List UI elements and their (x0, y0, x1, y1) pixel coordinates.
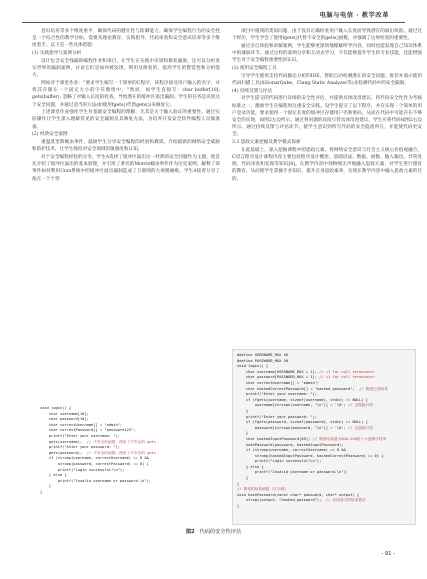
code-line: if (fgets(password, sizeof(password), stdin) != NULL) { (237, 420, 368, 425)
code-line: strcmp(hashedInputPassword, hashedCorrectPassword) == 0) { (237, 453, 384, 458)
code-line: } else { (40, 473, 67, 478)
code-line: void login() { (40, 406, 72, 410)
page-header (0, 0, 427, 30)
code-line: strcmp(password, correctPassword) == 0) { (40, 461, 149, 466)
code-line: char username[USERNAME_MAX + 1]; // +1 for null terminator (237, 369, 375, 374)
code-line: } (237, 431, 249, 436)
code-line: printf("Enter your username: "); (40, 433, 120, 438)
code-line: // 简化的哈希函数（仅示例） (237, 487, 288, 492)
paragraph: 3.3 思政元素挖掘及教学模式探索 (232, 140, 301, 146)
code-line: #define PASSWORD_MAX 50 (237, 358, 289, 363)
code-line: printf("Invalid username or password.\n"); (40, 478, 152, 483)
code-line: char password[PASSWORD_MAX + 1]; // +1 for null terminator (237, 375, 375, 380)
paragraph: 对学生提交的代码进行详细的安全性评估，并提供具体改进建议。将代码安全性作为考核标准之一，激励学生在编程时注重安全实践。设学生提交了以下程序，并在实现一个简单的用户登录功能，要求使用一个固定长度的缓冲区存储用户名和密码，从而在代码中可能存在不够安全的实现，如图2左边所示。通过将问题的高度尽管具体改进建议，学生应将代码如图2右边所示。通过持续反馈与评估环节，使学生意识到所写代码的安全隐患所在，并能使代码更安全。 (232, 96, 422, 138)
code-line: if (strcmp(username, correctUsername) == 0 && (40, 456, 149, 461)
code-line: } (237, 408, 249, 413)
code-line: } (40, 489, 43, 494)
code-line: } (237, 476, 249, 481)
code-line: char hashedCorrectPassword[] = "hashed_password"; // 假设已经哈希 (237, 386, 388, 391)
header-rule (22, 22, 405, 23)
figure-number: 图2 (185, 529, 195, 535)
paragraph: (3) 使用安全编程工具 (232, 66, 277, 72)
paragraph: 通过亲自体验和讲解案例，学生能够更深刻地理解所学内容，同时也能发现自己知识体系中的薄弱环节。通过这样的案例分享和互动式学习，不仅能够提升学生的专业技能，还能增强学生对于安全编程重要性的认识。 (232, 43, 422, 64)
code-line: if (strcmp(username, correctUsername) == 0 && (237, 448, 346, 453)
paragraph: 重温莫里斯蠕虫事件，鼓励学生分享安全编程的经验和教训。介绍最新的网络安全威胁和防护技术，让学生保持对安全领域的敏感度和认知。 (32, 140, 220, 153)
code-line: char correctUsername[] = "admin"; (237, 380, 320, 385)
code-line: printf("Invalid username or password.\n"); (237, 470, 349, 475)
journal-title: 电脑与电信 · 教学改革 (319, 12, 389, 19)
left-text-column (32, 28, 220, 183)
paragraph: (1) 实践指导与案例分析 (32, 51, 82, 57)
code-line: printf("Login successful!\n"); (40, 467, 125, 472)
page-number: - 91 - (381, 551, 395, 557)
paragraph: 引导学生使用支持代码静态分析的IDE，帮助自动检测潜在的安全问题。推荐并演示使用代码扫描工具(如SonarQube、Clang Static Analyzer等)来检测代码中的安全漏洞。 (232, 73, 422, 86)
right-text-column (232, 28, 422, 183)
paragraph: 例如对于课堂作业："要求学生编写一个简单的C程序，该程序接受用户输入的名字，并将其存储在一个固定大小的字符数组中。"然而，如学生直接写：char buffer[10]; gets(buffer); 忽略了对输入长度的检查，导致潜在的缓冲区溢出漏洞。学生的任务是识别这个安全问题，并通过适当的方法(如使用fgets()代替gets())来修复它。 (32, 80, 220, 108)
code-line: username[strcspn(username, "\n")] = '\0'; // 去除换行符 (237, 403, 374, 408)
code-line: printf("Login successful!\n"); (237, 459, 322, 464)
insecure-code-listing (40, 406, 220, 496)
paragraph: (2) 经典安全案例 (32, 132, 68, 138)
code-line: printf("Enter your password: "); (237, 414, 317, 419)
code-line: if (fgets(username, sizeof(username), stdin) != NULL) { (237, 397, 368, 402)
code-line: void login() { (237, 364, 269, 369)
code-line: char correctPassword[] = "password123"; (40, 428, 136, 433)
paragraph: 设计包含安全残漏的编程作业和项目，让学生在实践中识别和修复漏洞，还可以分析真实世界的漏洞案例，讨论它们是如何被发现、利用及修复的，提高学生的警觉性和分析能力。 (32, 58, 220, 79)
code-line: char username[10]; (40, 411, 89, 416)
code-line: char correctUsername[] = "admin"; (40, 422, 123, 427)
paragraph: 项目中遇到的类似问题，由于没有正确检查用户输入长度而导致潜在的溢出风险。通过这个经历，学生学会了使用fgets()代替不安全的gets()函数，并强调了边界检查的重要性。 (232, 29, 422, 42)
code-line: char password[10]; (40, 417, 89, 422)
figure-caption (0, 528, 427, 535)
code-line: } (237, 504, 240, 509)
paragraph: 上述课堂作业强化学生对基础安全编程的理解，尤其是关于输入验证的重要性。通过实际操作让学生深入理解常见的安全漏洞及其修复方法，为培养开发安全软件编程人员做准备。 (32, 110, 220, 130)
code-line: strcpy(output, "hashed_password"); // 应用适当的哈希算法 (237, 498, 366, 503)
paragraph: 意识培养等多个维度重平，确保代码的健壮性与防御能力。确保学生编程行为的安全性是一个综合性的教学目标，需要从理论教育、实践指导、代码审查和安全意识培养等多个维度着手。以下是一些具体措施： (32, 29, 220, 49)
paragraph: 在此基础上，深入挖掘课程中的思政元素，将网络安全意识与社会主义核心价值观融合，C语言程序设计课程内容主要包括程序设计概述、基础语法、数据、函数、输入输出、异常处理、代码审查和发现等知识[8]。在教学内容中刻物细无声地融入思政元素，对学生进行德育的教育，从而使学生掌握专业知识，提升自身思政素养，实现在教学内容中融入思政元素的目的。 (232, 147, 422, 182)
code-line: } (40, 484, 52, 489)
code-line: gets(password); // 不安全的函数：使用了不安全的 gets (40, 450, 157, 455)
figure-caption-text: 代码的安全性评估 (199, 529, 242, 535)
code-line: gets(username); // 不安全的函数：使用了不安全的 gets (40, 439, 157, 444)
code-line: printf("Enter your password: "); (40, 445, 120, 450)
code-line: password[strcspn(password, "\n")] = '\0'; // 去除换行符 (237, 425, 374, 430)
paragraph: (4) 持续反馈与评估 (232, 88, 273, 94)
code-line: void hashPassword(const char* password, char* output) { (237, 492, 360, 497)
code-line: char hashedInputPassword[65]; // 假设哈希值为SHA-256的十六进制字符串 (237, 436, 387, 441)
code-line: #define USERNAME_MAX 50 (237, 353, 289, 357)
paragraph: 对于安全编程经验的分享，学生A选择了缓冲区溢出这一经典的安全问题作为主题。他首先介绍了缓冲区溢出的基本原理，并引用了著名的Morris蠕虫事件作为历史案例，解释了该事件如何利用Unix系统中的缓冲区溢出漏洞造成了互联网的大规模瘫痪。学生A接着分享了他在一个个型 (32, 154, 220, 182)
code-line: printf("Enter your username: "); (237, 392, 317, 397)
code-line: } (237, 481, 240, 486)
code-line: hashPassword(password, hashedInputPassword); (237, 442, 344, 447)
code-line: } else { (237, 464, 264, 469)
secure-code-listing (237, 353, 413, 510)
